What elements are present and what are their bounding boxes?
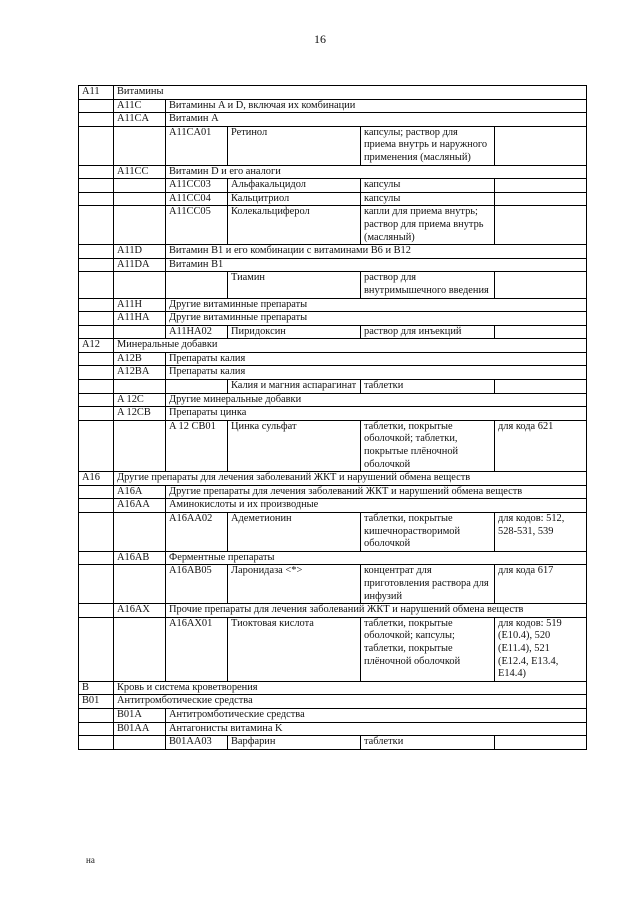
table-cell-col-a [79, 113, 114, 127]
table-cell-col-a [79, 499, 114, 513]
table-cell-col-f [495, 206, 587, 245]
table-cell-col-b [114, 272, 166, 298]
table-row [79, 126, 587, 165]
table-cell-col-c: Аминокислоты и их производные [166, 499, 587, 513]
table-row [79, 380, 587, 394]
table-cell-col-b: Минеральные добавки [114, 339, 587, 353]
page-number: 16 [314, 32, 326, 46]
table-cell-col-a [79, 407, 114, 421]
table-cell-col-a [79, 352, 114, 366]
table-cell-col-a [79, 565, 114, 604]
table-cell-col-c [166, 272, 228, 298]
table-cell-col-e: капсулы; раствор для приема внутрь и наружного применения (масляный) [361, 126, 495, 165]
table-cell-col-b: A16AX [114, 604, 166, 618]
table-cell-col-c: A16AB05 [166, 565, 228, 604]
table-row [79, 736, 587, 750]
table-cell-col-a [79, 420, 114, 471]
table-cell-col-f: для кодов: 512, 528-531, 539 [495, 513, 587, 552]
table-cell-col-a: B01 [79, 695, 114, 709]
table-cell-col-b: Кровь и система кроветворения [114, 681, 587, 695]
table-cell-col-a [79, 604, 114, 618]
table-cell-col-b [114, 325, 166, 339]
table-cell-col-a [79, 551, 114, 565]
table-row [79, 325, 587, 339]
table-cell-col-f [495, 325, 587, 339]
table-cell-col-a [79, 258, 114, 272]
table-row [79, 420, 587, 471]
table-cell-col-b [114, 736, 166, 750]
table-cell-col-f [495, 736, 587, 750]
table-cell-col-a [79, 298, 114, 312]
table-cell-col-b: B01A [114, 708, 166, 722]
table-cell-col-b: A11HA [114, 312, 166, 326]
table-cell-col-c: Ферментные препараты [166, 551, 587, 565]
table-cell-col-a [79, 617, 114, 681]
table-cell-col-f [495, 380, 587, 394]
table-row [79, 407, 587, 421]
table-row [79, 272, 587, 298]
table-row [79, 513, 587, 552]
table-cell-col-c [166, 380, 228, 394]
footer-mark: на [86, 855, 95, 865]
table-cell-col-b: A11C [114, 99, 166, 113]
table-cell-col-e: таблетки [361, 380, 495, 394]
table-cell-col-c: A11CC04 [166, 192, 228, 206]
table-row [79, 499, 587, 513]
table-row [79, 472, 587, 486]
table-cell-col-e: капсулы [361, 179, 495, 193]
table-cell-col-a [79, 736, 114, 750]
table-cell-col-e: таблетки, покрытые оболочкой; капсулы; таблетки, покрытые плёночной оболочкой [361, 617, 495, 681]
table-cell-col-c: A11HA02 [166, 325, 228, 339]
table-row [79, 565, 587, 604]
atc-drug-table-body [79, 86, 587, 750]
table-cell-col-b: A11CA [114, 113, 166, 127]
table-cell-col-e: раствор для внутримышечного введения [361, 272, 495, 298]
table-cell-col-d: Тиоктовая кислота [228, 617, 361, 681]
table-row [79, 617, 587, 681]
table-cell-col-c: Витамин B1 и его комбинации с витаминами B6 и B12 [166, 245, 587, 259]
table-row [79, 366, 587, 380]
table-cell-col-b: Витамины [114, 86, 587, 100]
table-cell-col-b: A16A [114, 485, 166, 499]
table-cell-col-d: Цинка сульфат [228, 420, 361, 471]
table-cell-col-f: для кода 617 [495, 565, 587, 604]
table-cell-col-d: Варфарин [228, 736, 361, 750]
table-row [79, 206, 587, 245]
table-cell-col-a [79, 272, 114, 298]
table-row [79, 604, 587, 618]
table-cell-col-b [114, 513, 166, 552]
table-row [79, 86, 587, 100]
table-cell-col-c: A 12 CB01 [166, 420, 228, 471]
table-cell-col-c: Другие минеральные добавки [166, 393, 587, 407]
table-cell-col-f [495, 192, 587, 206]
table-cell-col-e: капсулы [361, 192, 495, 206]
table-row [79, 551, 587, 565]
table-cell-col-b: A16AB [114, 551, 166, 565]
table-row [79, 245, 587, 259]
table-cell-col-c: Препараты калия [166, 352, 587, 366]
table-cell-col-b [114, 206, 166, 245]
table-cell-col-a: A16 [79, 472, 114, 486]
table-cell-col-d: Ларонидаза <*> [228, 565, 361, 604]
table-cell-col-c: Антитромботические средства [166, 708, 587, 722]
table-row [79, 681, 587, 695]
table-cell-col-b: A11CC [114, 165, 166, 179]
table-cell-col-c: Витамин D и его аналоги [166, 165, 587, 179]
table-cell-col-b [114, 126, 166, 165]
table-cell-col-a [79, 99, 114, 113]
table-cell-col-a [79, 325, 114, 339]
table-cell-col-d: Кальцитриол [228, 192, 361, 206]
table-cell-col-d: Тиамин [228, 272, 361, 298]
table-cell-col-a [79, 722, 114, 736]
table-cell-col-b [114, 179, 166, 193]
table-row [79, 339, 587, 353]
table-cell-col-e: таблетки, покрытые оболочкой; таблетки, покрытые плёночной оболочкой [361, 420, 495, 471]
table-cell-col-c: Другие витаминные препараты [166, 312, 587, 326]
table-row [79, 485, 587, 499]
table-cell-col-a [79, 165, 114, 179]
table-row [79, 298, 587, 312]
table-cell-col-c: Витамин A [166, 113, 587, 127]
table-cell-col-e: капли для приема внутрь; раствор для приема внутрь (масляный) [361, 206, 495, 245]
table-cell-col-b: A11D [114, 245, 166, 259]
table-cell-col-c: A11CC05 [166, 206, 228, 245]
table-cell-col-a [79, 192, 114, 206]
table-cell-col-b: A 12CB [114, 407, 166, 421]
table-cell-col-f [495, 272, 587, 298]
table-row [79, 165, 587, 179]
table-row [79, 708, 587, 722]
table-row [79, 695, 587, 709]
table-cell-col-b: A12B [114, 352, 166, 366]
table-cell-col-a: B [79, 681, 114, 695]
table-row [79, 179, 587, 193]
table-cell-col-d: Альфакальцидол [228, 179, 361, 193]
table-cell-col-c: Витамин B1 [166, 258, 587, 272]
table-cell-col-a [79, 485, 114, 499]
table-cell-col-c: A16AX01 [166, 617, 228, 681]
table-row [79, 99, 587, 113]
table-cell-col-a: A12 [79, 339, 114, 353]
table-cell-col-a [79, 393, 114, 407]
table-cell-col-b: A11DA [114, 258, 166, 272]
table-cell-col-c: Витамины A и D, включая их комбинации [166, 99, 587, 113]
table-cell-col-d: Ретинол [228, 126, 361, 165]
table-cell-col-a [79, 206, 114, 245]
table-cell-col-e: таблетки, покрытые кишечнорастворимой оболочкой [361, 513, 495, 552]
table-cell-col-d: Адеметионин [228, 513, 361, 552]
table-cell-col-d: Пиридоксин [228, 325, 361, 339]
table-row [79, 393, 587, 407]
table-cell-col-a [79, 126, 114, 165]
table-cell-col-a [79, 708, 114, 722]
table-cell-col-e: концентрат для приготовления раствора для инфузий [361, 565, 495, 604]
table-row [79, 312, 587, 326]
table-cell-col-a: A11 [79, 86, 114, 100]
table-cell-col-c: Антагонисты витамина K [166, 722, 587, 736]
table-cell-col-a [79, 179, 114, 193]
table-cell-col-b [114, 192, 166, 206]
table-cell-col-c: Другие витаминные препараты [166, 298, 587, 312]
table-cell-col-d: Колекальциферол [228, 206, 361, 245]
atc-drug-table [78, 85, 587, 750]
table-row [79, 352, 587, 366]
table-row [79, 722, 587, 736]
table-row [79, 113, 587, 127]
table-cell-col-f: для кодов: 519 (E10.4), 520 (E11.4), 521 (E12.4, E13.4, E14.4) [495, 617, 587, 681]
table-cell-col-b: A11H [114, 298, 166, 312]
table-cell-col-c: Прочие препараты для лечения заболеваний ЖКТ и нарушений обмена веществ [166, 604, 587, 618]
table-cell-col-c: Препараты цинка [166, 407, 587, 421]
table-cell-col-f [495, 179, 587, 193]
table-cell-col-c: A16AA02 [166, 513, 228, 552]
table-cell-col-e: таблетки [361, 736, 495, 750]
table-cell-col-b: A16AA [114, 499, 166, 513]
table-cell-col-b [114, 617, 166, 681]
table-cell-col-c: B01AA03 [166, 736, 228, 750]
table-row [79, 258, 587, 272]
table-cell-col-b [114, 565, 166, 604]
table-cell-col-b: B01AA [114, 722, 166, 736]
table-cell-col-f: для кода 621 [495, 420, 587, 471]
table-cell-col-a [79, 245, 114, 259]
table-cell-col-e: раствор для инъекций [361, 325, 495, 339]
table-row [79, 192, 587, 206]
table-cell-col-c: Препараты калия [166, 366, 587, 380]
table-cell-col-a [79, 312, 114, 326]
table-cell-col-b [114, 420, 166, 471]
table-cell-col-c: A11CC03 [166, 179, 228, 193]
table-cell-col-d: Калия и магния аспарагинат [228, 380, 361, 394]
table-cell-col-a [79, 513, 114, 552]
table-cell-col-b: A12BA [114, 366, 166, 380]
table-cell-col-b [114, 380, 166, 394]
table-cell-col-c: A11CA01 [166, 126, 228, 165]
table-cell-col-b: Антитромботические средства [114, 695, 587, 709]
table-cell-col-a [79, 366, 114, 380]
table-cell-col-b: Другие препараты для лечения заболеваний ЖКТ и нарушений обмена веществ [114, 472, 587, 486]
table-cell-col-b: A 12C [114, 393, 166, 407]
table-cell-col-f [495, 126, 587, 165]
table-cell-col-a [79, 380, 114, 394]
table-cell-col-c: Другие препараты для лечения заболеваний ЖКТ и нарушений обмена веществ [166, 485, 587, 499]
